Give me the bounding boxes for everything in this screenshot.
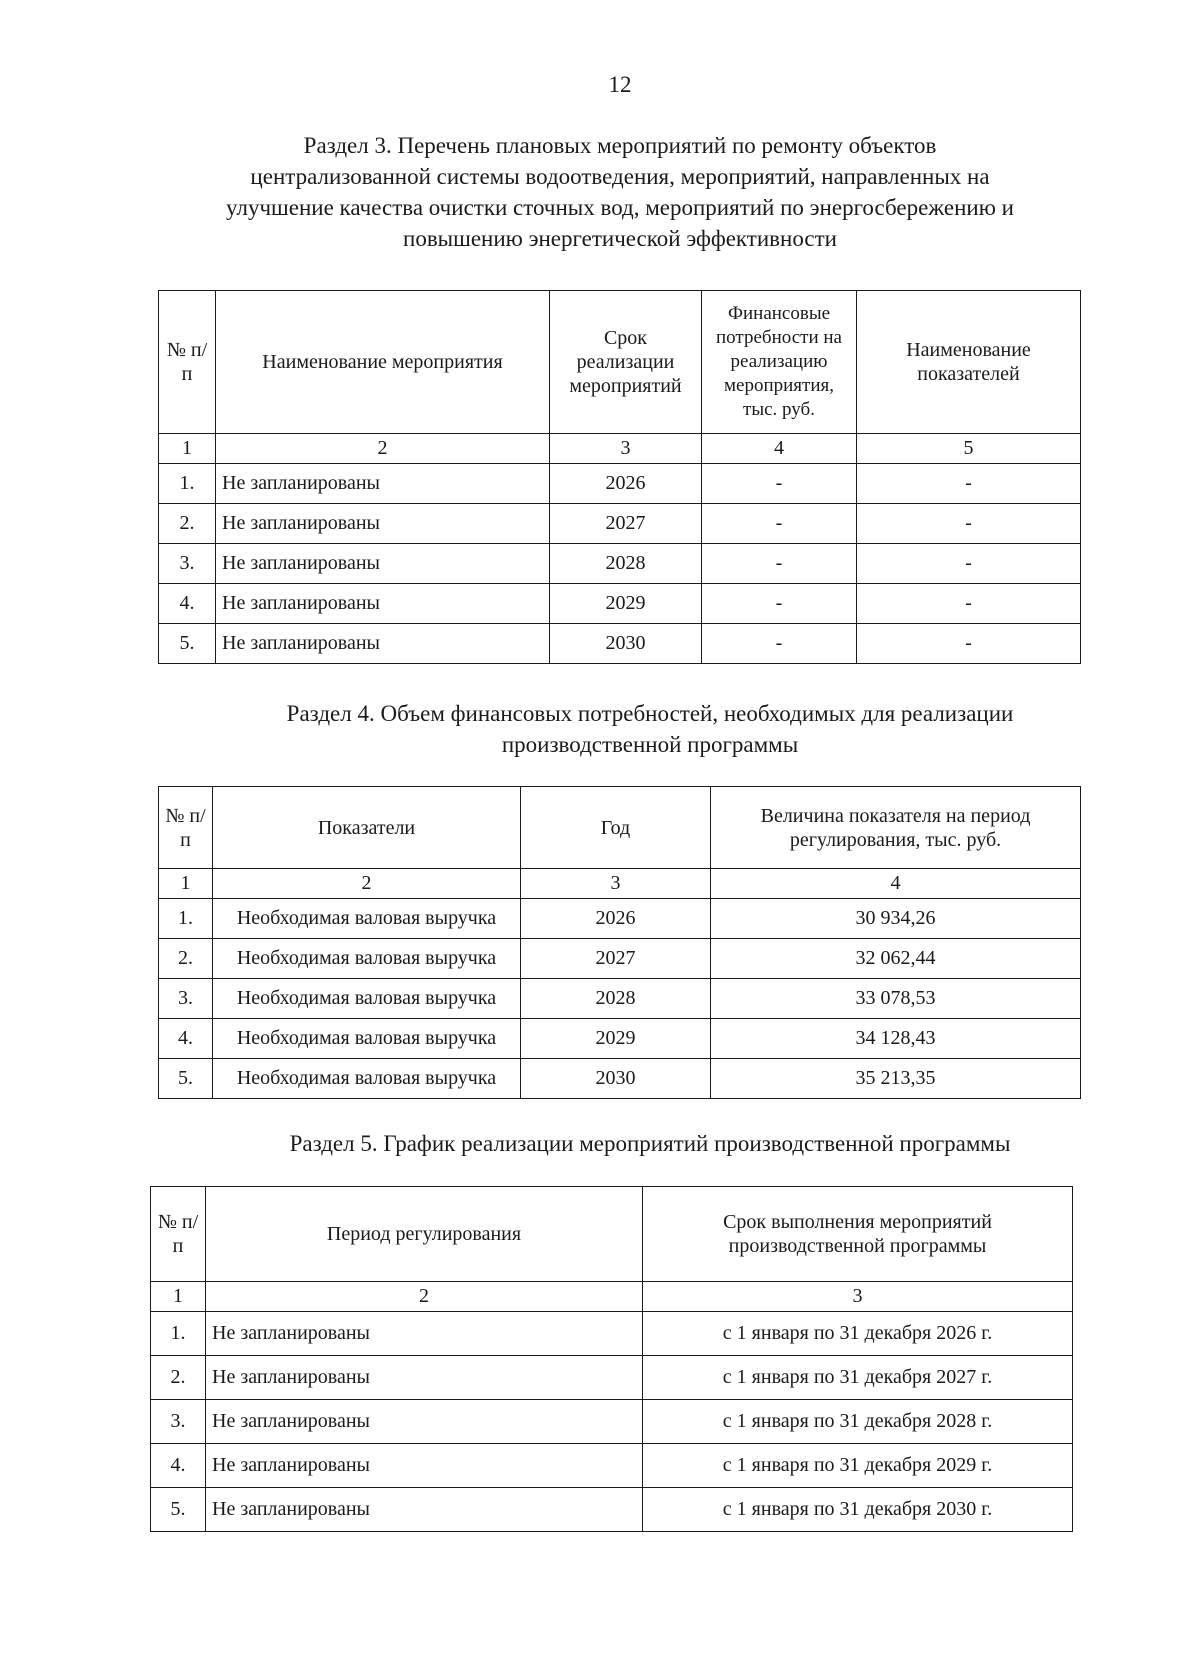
header-cell: Наименование мероприятия [216,291,550,434]
row-number: 2. [159,504,216,544]
event-name: Не запланированы [216,464,550,504]
section4-table [158,786,1081,1099]
section5-table [150,1186,1073,1532]
row-number: 1. [159,464,216,504]
section3-title-line: повышению энергетической эффективности [403,226,837,251]
event-name: Не запланированы [216,504,550,544]
section5-title-line: Раздел 5. График реализации мероприятий производственной программы [289,1131,1011,1156]
indicator-name: Необходимая валовая выручка [213,939,521,979]
period-deadline: с 1 января по 31 декабря 2027 г. [643,1356,1073,1400]
indicator-value: 30 934,26 [711,899,1081,939]
header-cell: № п/п [159,291,216,434]
column-number: 3 [643,1282,1073,1312]
section4-title-line: производственной программы [501,732,799,757]
column-number: 1 [159,434,216,464]
header-cell: Срок реализации мероприятий [550,291,702,434]
event-name: Не запланированы [216,624,550,664]
section4-title [230,698,1070,760]
section3-table [158,290,1081,664]
indicator-value: 33 078,53 [711,979,1081,1019]
row-number: 1. [159,899,213,939]
header-cell: № п/п [151,1187,206,1282]
row-number: 3. [151,1400,206,1444]
event-indicator: - [857,544,1081,584]
event-year: 2028 [550,544,702,584]
indicator-year: 2029 [521,1019,711,1059]
period-name: Не запланированы [206,1400,643,1444]
column-number: 2 [213,869,521,899]
row-number: 5. [151,1488,206,1532]
table-row [159,939,1081,979]
table-row [159,979,1081,1019]
indicator-year: 2026 [521,899,711,939]
column-number: 2 [216,434,550,464]
event-finance: - [702,464,857,504]
indicator-name: Необходимая валовая выручка [213,899,521,939]
page-number: 12 [608,72,632,97]
column-number: 4 [711,869,1081,899]
indicator-name: Необходимая валовая выручка [213,979,521,1019]
indicator-year: 2030 [521,1059,711,1099]
column-number: 5 [857,434,1081,464]
period-name: Не запланированы [206,1444,643,1488]
section3-title-line: централизованной системы водоотведения, мероприятий, направленных на [250,164,990,189]
table-row [159,504,1081,544]
event-finance: - [702,624,857,664]
row-number: 1. [151,1312,206,1356]
table-row [159,544,1081,584]
column-number: 1 [151,1282,206,1312]
period-name: Не запланированы [206,1356,643,1400]
section4-title-line: Раздел 4. Объем финансовых потребностей, необходимых для реализации [286,701,1014,726]
event-indicator: - [857,624,1081,664]
row-number: 5. [159,1059,213,1099]
table-row [159,584,1081,624]
section3-title-line: улучшение качества очистки сточных вод, мероприятий по энергосбережению и [226,195,1014,220]
event-indicator: - [857,504,1081,544]
event-finance: - [702,504,857,544]
column-number: 3 [550,434,702,464]
row-number: 3. [159,544,216,584]
table-row [151,1400,1073,1444]
header-cell: Период регулирования [206,1187,643,1282]
row-number: 5. [159,624,216,664]
column-number-row [159,434,1081,464]
period-name: Не запланированы [206,1312,643,1356]
table-row [159,899,1081,939]
event-indicator: - [857,464,1081,504]
event-indicator: - [857,584,1081,624]
row-number: 2. [159,939,213,979]
period-deadline: с 1 января по 31 декабря 2030 г. [643,1488,1073,1532]
header-cell: Срок выполнения мероприятий производственной программы [643,1187,1073,1282]
column-number: 1 [159,869,213,899]
indicator-value: 34 128,43 [711,1019,1081,1059]
indicator-name: Необходимая валовая выручка [213,1059,521,1099]
section3-title [170,130,1070,254]
table-row [159,464,1081,504]
table-header-row [159,291,1081,434]
header-cell: Показатели [213,787,521,869]
event-name: Не запланированы [216,584,550,624]
header-cell: Величина показателя на период регулирования, тыс. руб. [711,787,1081,869]
period-deadline: с 1 января по 31 декабря 2029 г. [643,1444,1073,1488]
header-cell: Наименование показателей [857,291,1081,434]
table-header-row [159,787,1081,869]
period-deadline: с 1 января по 31 декабря 2028 г. [643,1400,1073,1444]
period-name: Не запланированы [206,1488,643,1532]
indicator-year: 2028 [521,979,711,1019]
event-year: 2027 [550,504,702,544]
column-number-row [151,1282,1073,1312]
indicator-value: 35 213,35 [711,1059,1081,1099]
header-cell: Финансовые потребности на реализацию мероприятия, тыс. руб. [702,291,857,434]
table-row [159,624,1081,664]
indicator-value: 32 062,44 [711,939,1081,979]
table-row [151,1356,1073,1400]
section5-title [230,1128,1070,1159]
table-row [151,1312,1073,1356]
event-year: 2029 [550,584,702,624]
event-finance: - [702,544,857,584]
row-number: 4. [159,1019,213,1059]
indicator-name: Необходимая валовая выручка [213,1019,521,1059]
row-number: 2. [151,1356,206,1400]
table-row [151,1488,1073,1532]
row-number: 3. [159,979,213,1019]
period-deadline: с 1 января по 31 декабря 2026 г. [643,1312,1073,1356]
table-row [159,1059,1081,1099]
header-cell: Год [521,787,711,869]
column-number: 3 [521,869,711,899]
indicator-year: 2027 [521,939,711,979]
column-number-row [159,869,1081,899]
row-number: 4. [159,584,216,624]
table-header-row [151,1187,1073,1282]
event-year: 2030 [550,624,702,664]
event-finance: - [702,584,857,624]
event-year: 2026 [550,464,702,504]
column-number: 2 [206,1282,643,1312]
row-number: 4. [151,1444,206,1488]
section3-title-line: Раздел 3. Перечень плановых мероприятий по ремонту объектов [303,133,937,158]
column-number: 4 [702,434,857,464]
header-cell: № п/п [159,787,213,869]
table-row [159,1019,1081,1059]
event-name: Не запланированы [216,544,550,584]
table-row [151,1444,1073,1488]
